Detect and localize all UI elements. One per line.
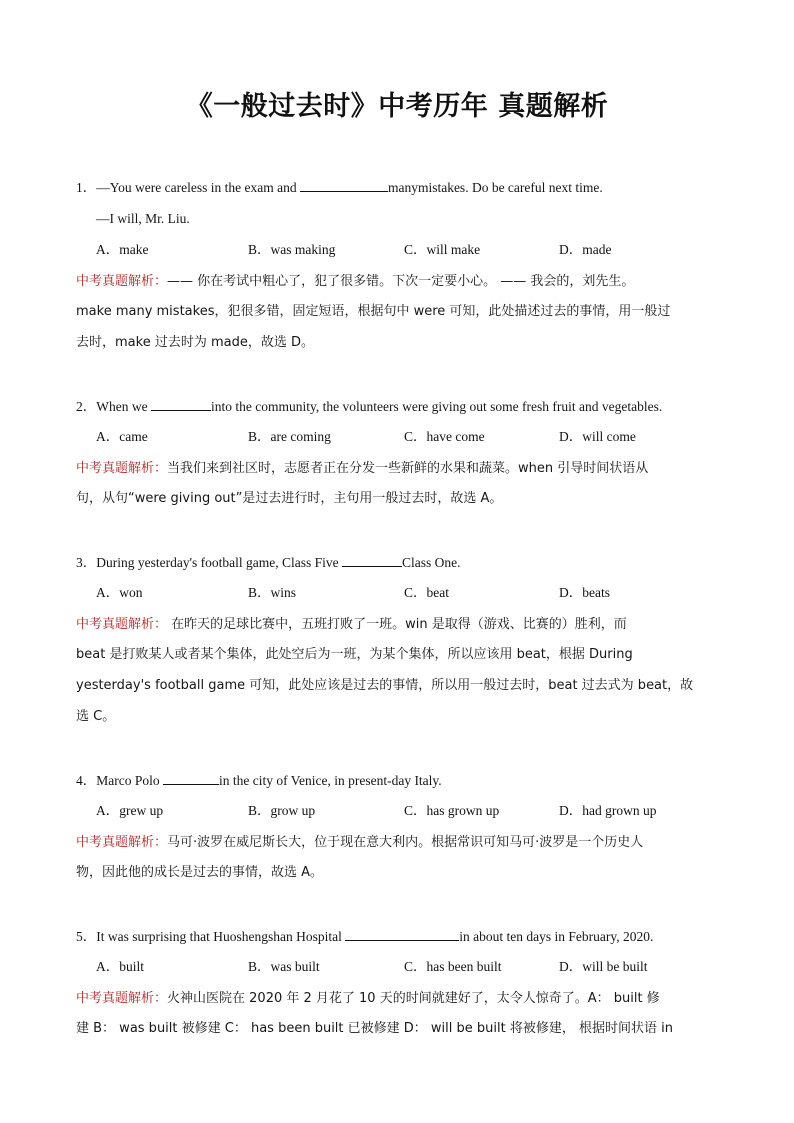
analysis-line: 中考真题解析：马可·波罗在威尼斯长大，位于现在意大利内。根据常识可知马可·波罗是一个历史人 (76, 835, 644, 850)
question-4-stem: 4．Marco Polo in the city of Venice, in present-day Italy. (76, 773, 442, 788)
option-c: C．beat (404, 585, 449, 600)
option-a: A．built (96, 959, 145, 974)
answer-blank (151, 397, 211, 411)
option-a: A．make (96, 242, 149, 257)
answer-blank (300, 178, 388, 192)
option-c: C．has been built (404, 959, 502, 974)
answer-blank (163, 771, 219, 785)
analysis-line: 中考真题解析：当我们来到社区时，志愿者正在分发一些新鲜的水果和蔬菜。when 引导时间状语从 (76, 461, 649, 476)
question-1-stem: 1．—You were careless in the exam and manymistakes. Do be careful next time. (76, 180, 603, 195)
option-d: D．will come (559, 429, 636, 444)
option-b: B．wins (248, 585, 297, 600)
option-d: D．made (559, 242, 612, 257)
analysis-line: 去时，make 过去时为 made，故选 D。 (76, 335, 314, 350)
analysis-label: 中考真题解析： (76, 461, 168, 476)
page-title: 《一般过去时》中考历年 真题解析 (185, 91, 609, 122)
question-1-reply: —I will, Mr. Liu. (96, 211, 190, 226)
analysis-line: 中考真题解析：—— 你在考试中粗心了，犯了很多错。下次一定要小心。 —— 我会的，刘先生。 (76, 274, 635, 289)
option-d: D．will be built (559, 959, 648, 974)
option-d: D．had grown up (559, 803, 657, 818)
analysis-label: 中考真题解析： (76, 617, 168, 632)
option-b: B．was making (248, 242, 336, 257)
question-2-stem: 2．When we into the community, the volunteers were giving out some fresh fruit and vegetables. (76, 399, 663, 414)
analysis-line: 选 C。 (76, 709, 116, 724)
analysis-line: 物，因此他的成长是过去的事情，故选 A。 (76, 865, 324, 880)
option-a: A．came (96, 429, 148, 444)
option-c: C．will make (404, 242, 481, 257)
analysis-label: 中考真题解析： (76, 991, 168, 1006)
answer-blank (345, 927, 459, 941)
analysis-line: 中考真题解析：火神山医院在 2020 年 2 月花了 10 天的时间就建好了，太令人惊奇了。A： built 修 (76, 991, 660, 1006)
question-5-stem: 5．It was surprising that Huoshengshan Hospital in about ten days in February, 2020. (76, 929, 654, 944)
question-3-stem: 3．During yesterday's football game, Class Five Class One. (76, 555, 461, 570)
option-b: B．are coming (248, 429, 331, 444)
option-d: D．beats (559, 585, 610, 600)
analysis-line: beat 是打败某人或者某个集体，此处空后为一班，为某个集体，所以应该用 beat，根据 During (76, 647, 633, 662)
option-a: A．grew up (96, 803, 164, 818)
analysis-line: 句，从句“were giving out”是过去进行时，主句用一般过去时，故选 A。 (76, 491, 503, 506)
option-b: B．grow up (248, 803, 316, 818)
analysis-line: make many mistakes，犯很多错，固定短语，根据句中 were 可知，此处描述过去的事情，用一般过 (76, 304, 671, 319)
analysis-line: 中考真题解析： 在昨天的足球比赛中，五班打败了一班。win 是取得（游戏、比赛的）胜利，而 (76, 617, 627, 632)
analysis-label: 中考真题解析： (76, 274, 168, 289)
option-a: A．won (96, 585, 143, 600)
analysis-label: 中考真题解析： (76, 835, 168, 850)
analysis-line: yesterday's football game 可知，此处应该是过去的事情，所以用一般过去时，beat 过去式为 beat，故 (76, 678, 694, 693)
option-c: C．have come (404, 429, 485, 444)
option-b: B．was built (248, 959, 320, 974)
analysis-line: 建 B： was built 被修建 C： has been built 已被修建 D： will be built 将被修建， 根据时间状语 in (76, 1021, 673, 1036)
option-c: C．has grown up (404, 803, 500, 818)
answer-blank (342, 553, 402, 567)
